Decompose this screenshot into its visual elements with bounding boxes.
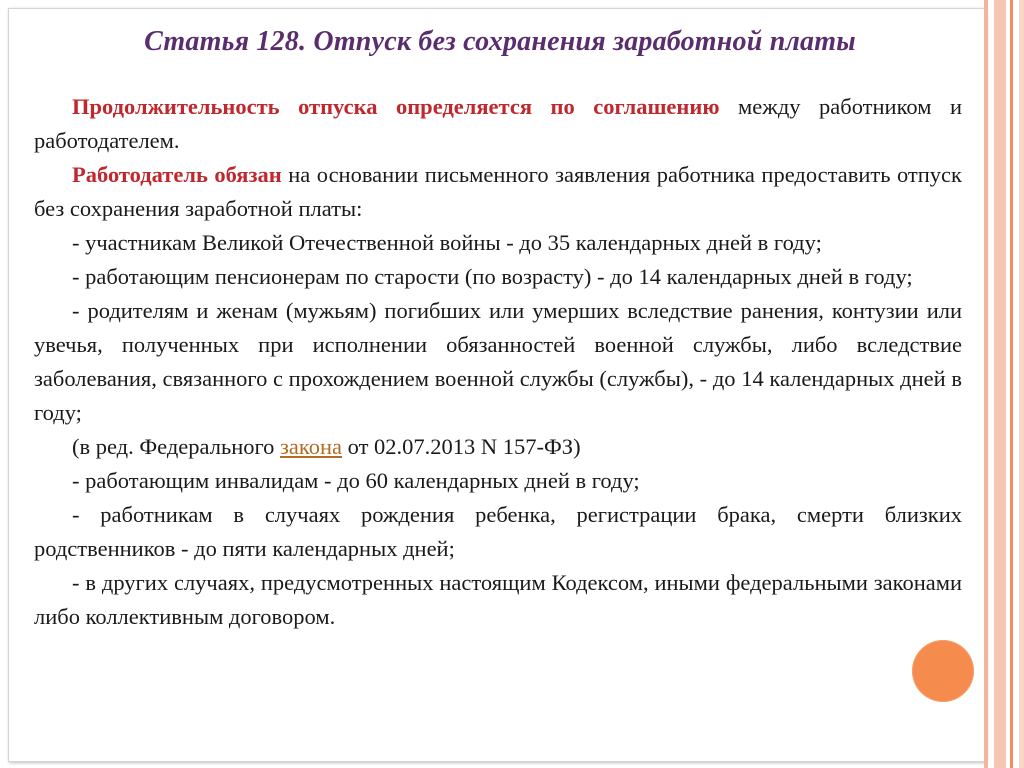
paragraph-duration xyxy=(34,90,962,158)
list-item: - в других случаях, предусмотренных настоящим Кодексом, иными федеральными законами либо коллективным договором. xyxy=(34,570,962,629)
decorative-circle xyxy=(912,640,974,702)
edit-note-before: (в ред. Федерального xyxy=(72,434,281,459)
edit-note xyxy=(34,430,962,464)
decorative-stripes xyxy=(980,0,1024,768)
paragraph-employer-obligation xyxy=(34,158,962,226)
list-item: - работающим пенсионерам по старости (по возрасту) - до 14 календарных дней в году; xyxy=(72,264,913,289)
law-link[interactable]: закона xyxy=(280,434,342,459)
stripe xyxy=(984,0,988,768)
stripe xyxy=(1010,0,1013,768)
article-body xyxy=(34,90,962,634)
list-item: - родителям и женам (мужьям) погибших или умерших вследствие ранения, контузии или увечья, полученных при исполнении обязанностей военной службы, либо вследствие заболевания, связанного с прохождением военной службы (службы), - до 14 календарных дней в году; xyxy=(34,298,962,425)
highlight-text: Продолжительность отпуска определяется по соглашению xyxy=(72,94,720,119)
paragraph-text: между работником и работодателем. xyxy=(34,94,962,153)
list-item: - работающим инвалидам - до 60 календарных дней в году; xyxy=(72,468,640,493)
stripe xyxy=(994,0,1006,768)
list-item: - участникам Великой Отечественной войны - до 35 календарных дней в году; xyxy=(72,230,822,255)
edit-note-after: от 02.07.2013 N 157-ФЗ) xyxy=(342,434,581,459)
stripe xyxy=(1019,0,1024,768)
list-item: - работникам в случаях рождения ребенка, регистрации брака, смерти близких родственников - до пяти календарных дней; xyxy=(34,502,962,561)
highlight-text: Работодатель обязан xyxy=(72,162,282,187)
slide-title: Статья 128. Отпуск без сохранения заработной платы xyxy=(144,26,856,57)
paragraph-text: на основании письменного заявления работника предоставить отпуск без сохранения заработной платы: xyxy=(34,162,962,221)
